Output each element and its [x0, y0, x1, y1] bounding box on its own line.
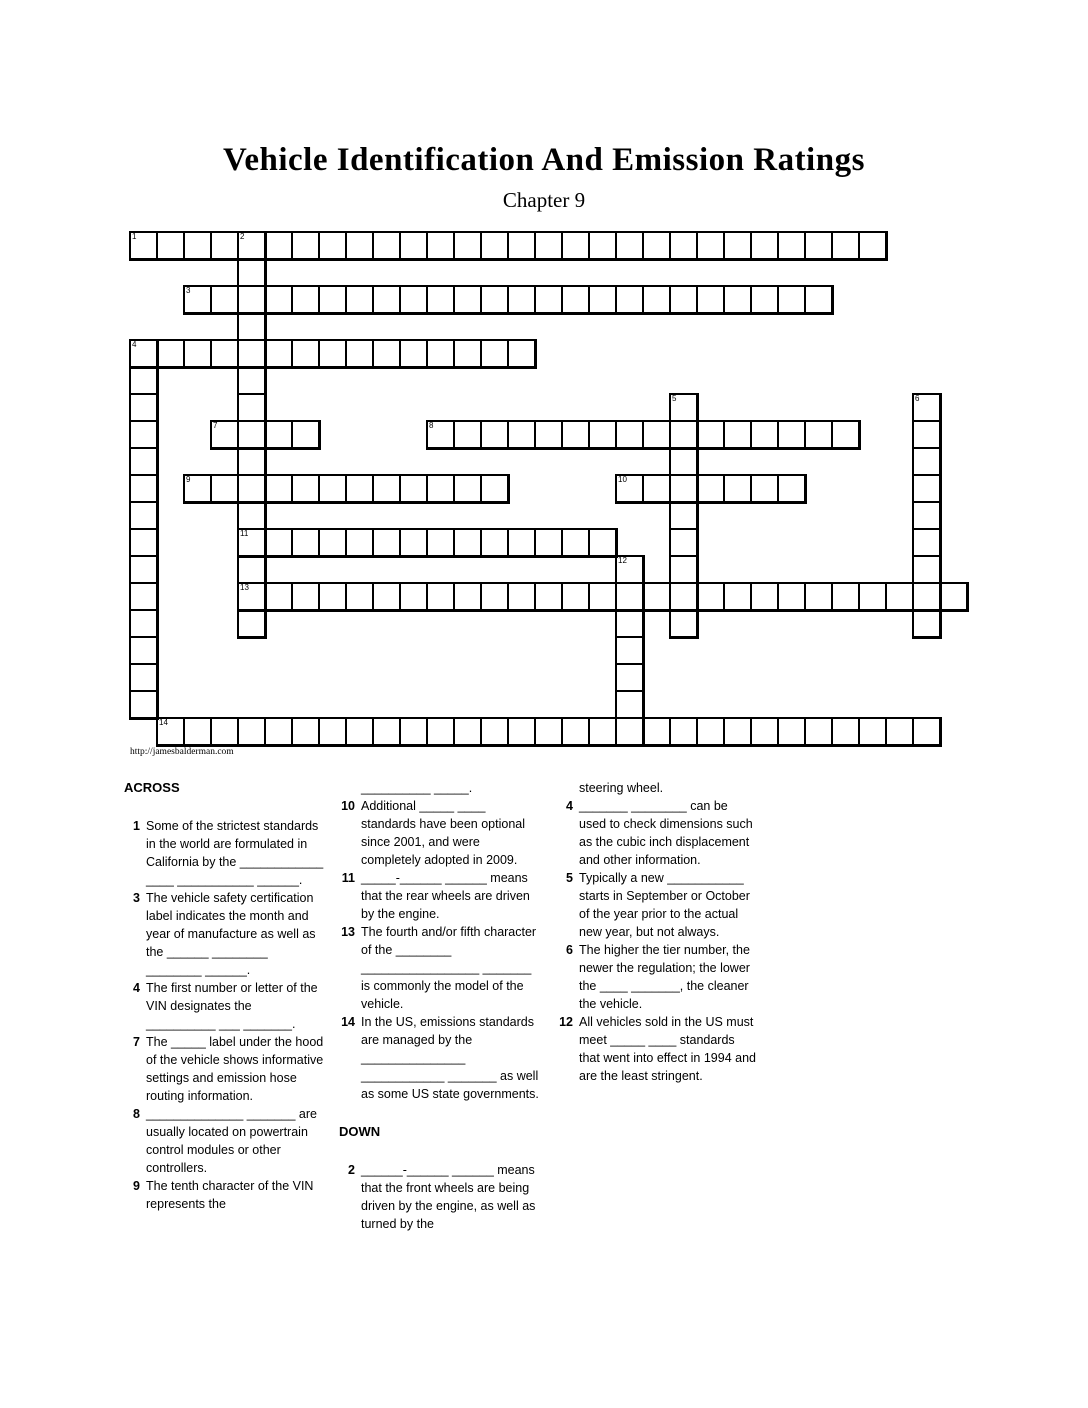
grid-cell-r13-c7[interactable] [319, 583, 346, 610]
clue-1 [124, 817, 324, 889]
grid-cell-r13-c0[interactable] [130, 583, 157, 610]
clue-text: ______________ _______ are usually located on powertrain control modules or other controllers. [146, 1107, 318, 1175]
grid-cell-r9-c22[interactable] [724, 475, 751, 502]
grid-cell-r13-c28[interactable] [886, 583, 913, 610]
grid-cell-r18-c3[interactable] [211, 718, 238, 745]
clue-text: Typically a new ___________ starts in September or October of the year prior to the actual new year, but not always. [579, 871, 750, 939]
grid-cell-r0-c11[interactable] [427, 232, 454, 259]
grid-cell-r4-c8[interactable] [346, 340, 373, 367]
clue-6 [557, 941, 757, 1013]
clue-number: 3 [133, 891, 140, 905]
clue-9 [124, 1177, 324, 1213]
grid-cell-r4-c11[interactable] [427, 340, 454, 367]
grid-number-14: 14 [159, 718, 168, 727]
grid-number-3: 3 [186, 286, 191, 295]
clue-number: 7 [133, 1035, 140, 1049]
grid-cell-r7-c4[interactable] [238, 421, 265, 448]
grid-number-7: 7 [213, 421, 218, 430]
clues-column-2 [339, 779, 539, 1233]
grid-cell-r18-c21[interactable] [697, 718, 724, 745]
grid-cell-r12-c20[interactable] [670, 556, 697, 583]
grid-cell-r2-c17[interactable] [589, 286, 616, 313]
clue-number: 5 [566, 871, 573, 885]
grid-cell-r11-c11[interactable] [427, 529, 454, 556]
grid-cell-r0-c6[interactable] [292, 232, 319, 259]
grid-cell-r14-c20[interactable] [670, 610, 697, 637]
clue-text: __________ _____. [361, 781, 473, 795]
grid-cell-r9-c20[interactable] [670, 475, 697, 502]
grid-cell-r0-c8[interactable] [346, 232, 373, 259]
grid-cell-r12-c29[interactable] [913, 556, 940, 583]
grid-number-9: 9 [186, 475, 191, 484]
grid-cell-r18-c8[interactable] [346, 718, 373, 745]
clue-number: 14 [341, 1015, 355, 1029]
clue-4 [124, 979, 324, 1033]
grid-cell-r18-c4[interactable] [238, 718, 265, 745]
clue-4 [557, 797, 757, 869]
grid-cell-r9-c24[interactable] [778, 475, 805, 502]
clues-header-across: ACROSS [124, 780, 180, 795]
grid-cell-r7-c18[interactable] [616, 421, 643, 448]
grid-cell-r9-c8[interactable] [346, 475, 373, 502]
grid-cell-r5-c0[interactable] [130, 367, 157, 394]
grid-cell-r13-c12[interactable] [454, 583, 481, 610]
grid-cell-r4-c13[interactable] [481, 340, 508, 367]
grid-cell-r9-c23[interactable] [751, 475, 778, 502]
grid-cell-r7-c12[interactable] [454, 421, 481, 448]
grid-cell-r11-c20[interactable] [670, 529, 697, 556]
clue-8 [124, 1105, 324, 1177]
grid-cell-r9-c19[interactable] [643, 475, 670, 502]
grid-cell-r11-c7[interactable] [319, 529, 346, 556]
grid-cell-r2-c9[interactable] [373, 286, 400, 313]
grid-cell-r18-c27[interactable] [859, 718, 886, 745]
grid-cell-r18-c26[interactable] [832, 718, 859, 745]
grid-cell-r4-c2[interactable] [184, 340, 211, 367]
grid-cell-r18-c10[interactable] [400, 718, 427, 745]
grid-cell-r0-c3[interactable] [211, 232, 238, 259]
grid-cell-r0-c27[interactable] [859, 232, 886, 259]
clue-14 [339, 1013, 539, 1103]
clue-continuation [339, 779, 539, 797]
grid-cell-r12-c0[interactable] [130, 556, 157, 583]
clues-column-3 [557, 779, 757, 1085]
grid-cell-r2-c14[interactable] [508, 286, 535, 313]
grid-cell-r11-c17[interactable] [589, 529, 616, 556]
grid-cell-r18-c17[interactable] [589, 718, 616, 745]
grid-cell-r11-c5[interactable] [265, 529, 292, 556]
grid-cell-r7-c19[interactable] [643, 421, 670, 448]
grid-cell-r13-c30[interactable] [940, 583, 967, 610]
grid-cell-r18-c9[interactable] [373, 718, 400, 745]
grid-cell-r7-c22[interactable] [724, 421, 751, 448]
grid-cell-r18-c24[interactable] [778, 718, 805, 745]
clue-text: steering wheel. [579, 781, 664, 795]
grid-cell-r9-c12[interactable] [454, 475, 481, 502]
grid-cell-r9-c5[interactable] [265, 475, 292, 502]
grid-cell-r17-c18[interactable] [616, 691, 643, 718]
grid-cell-r18-c18[interactable] [616, 718, 643, 745]
grid-cell-r7-c16[interactable] [562, 421, 589, 448]
grid-cell-r11-c29[interactable] [913, 529, 940, 556]
grid-cell-r9-c4[interactable] [238, 475, 265, 502]
grid-cell-r0-c18[interactable] [616, 232, 643, 259]
grid-cell-r10-c29[interactable] [913, 502, 940, 529]
grid-cell-r7-c20[interactable] [670, 421, 697, 448]
grid-cell-r9-c11[interactable] [427, 475, 454, 502]
grid-cell-r0-c15[interactable] [535, 232, 562, 259]
grid-cell-r2-c10[interactable] [400, 286, 427, 313]
clue-7 [124, 1033, 324, 1105]
clue-2 [339, 1161, 539, 1233]
grid-cell-r2-c8[interactable] [346, 286, 373, 313]
grid-cell-r7-c5[interactable] [265, 421, 292, 448]
grid-cell-r2-c11[interactable] [427, 286, 454, 313]
grid-cell-r11-c10[interactable] [400, 529, 427, 556]
grid-cell-r11-c8[interactable] [346, 529, 373, 556]
grid-number-6: 6 [915, 394, 920, 403]
grid-cell-r14-c18[interactable] [616, 610, 643, 637]
grid-cell-r3-c4[interactable] [238, 313, 265, 340]
grid-cell-r13-c26[interactable] [832, 583, 859, 610]
grid-cell-r4-c5[interactable] [265, 340, 292, 367]
grid-cell-r4-c3[interactable] [211, 340, 238, 367]
grid-cell-r8-c29[interactable] [913, 448, 940, 475]
grid-cell-r13-c15[interactable] [535, 583, 562, 610]
clue-number: 11 [341, 871, 355, 885]
grid-cell-r13-c9[interactable] [373, 583, 400, 610]
grid-cell-r7-c13[interactable] [481, 421, 508, 448]
grid-cell-r18-c22[interactable] [724, 718, 751, 745]
grid-cell-r18-c7[interactable] [319, 718, 346, 745]
grid-cell-r2-c22[interactable] [724, 286, 751, 313]
grid-cell-r12-c4[interactable] [238, 556, 265, 583]
grid-cell-r15-c18[interactable] [616, 637, 643, 664]
grid-cell-r16-c0[interactable] [130, 664, 157, 691]
grid-cell-r0-c7[interactable] [319, 232, 346, 259]
grid-cell-r6-c4[interactable] [238, 394, 265, 421]
clue-text: ______-______ ______ means that the front wheels are being driven by the engine, as well as turned by the [361, 1163, 536, 1231]
grid-cell-r7-c14[interactable] [508, 421, 535, 448]
grid-cell-r2-c15[interactable] [535, 286, 562, 313]
grid-cell-r13-c18[interactable] [616, 583, 643, 610]
grid-cell-r7-c26[interactable] [832, 421, 859, 448]
grid-cell-r14-c29[interactable] [913, 610, 940, 637]
grid-number-10: 10 [618, 475, 627, 484]
grid-cell-r2-c5[interactable] [265, 286, 292, 313]
grid-cell-r7-c0[interactable] [130, 421, 157, 448]
grid-cell-r7-c6[interactable] [292, 421, 319, 448]
grid-cell-r4-c9[interactable] [373, 340, 400, 367]
clue-text: Some of the strictest standards in the world are formulated in California by the ____________ ____ ___________ ______. [146, 819, 324, 887]
grid-cell-r11-c16[interactable] [562, 529, 589, 556]
clues-header-down: DOWN [339, 1124, 381, 1139]
grid-cell-r8-c20[interactable] [670, 448, 697, 475]
grid-cell-r13-c8[interactable] [346, 583, 373, 610]
clue-text: In the US, emissions standards are managed by the _______________ ____________ _______ as well as some US state governments. [361, 1015, 539, 1101]
grid-cell-r0-c19[interactable] [643, 232, 670, 259]
grid-cell-r0-c10[interactable] [400, 232, 427, 259]
grid-cell-r9-c0[interactable] [130, 475, 157, 502]
clue-11 [339, 869, 539, 923]
grid-cell-r11-c15[interactable] [535, 529, 562, 556]
grid-cell-r18-c20[interactable] [670, 718, 697, 745]
grid-cell-r18-c2[interactable] [184, 718, 211, 745]
grid-cell-r9-c6[interactable] [292, 475, 319, 502]
grid-cell-r2-c13[interactable] [481, 286, 508, 313]
grid-cell-r10-c4[interactable] [238, 502, 265, 529]
grid-cell-r18-c14[interactable] [508, 718, 535, 745]
clues-column-1 [124, 779, 324, 1213]
grid-number-4: 4 [132, 340, 137, 349]
grid-cell-r13-c16[interactable] [562, 583, 589, 610]
clue-number: 10 [341, 799, 355, 813]
clue-text: The higher the tier number, the newer the regulation; the lower the ____ _______, the cleaner the vehicle. [579, 943, 750, 1011]
grid-cell-r11-c14[interactable] [508, 529, 535, 556]
grid-cell-r18-c23[interactable] [751, 718, 778, 745]
grid-cell-r2-c21[interactable] [697, 286, 724, 313]
grid-cell-r18-c13[interactable] [481, 718, 508, 745]
grid-cell-r2-c18[interactable] [616, 286, 643, 313]
grid-cell-r0-c13[interactable] [481, 232, 508, 259]
clue-text: The _____ label under the hood of the vehicle shows informative settings and emission hose routing information. [146, 1035, 324, 1103]
grid-cell-r0-c25[interactable] [805, 232, 832, 259]
clue-5 [557, 869, 757, 941]
grid-cell-r10-c20[interactable] [670, 502, 697, 529]
grid-cell-r1-c4[interactable] [238, 259, 265, 286]
clue-number [557, 779, 579, 797]
grid-cell-r13-c27[interactable] [859, 583, 886, 610]
footer-url: http://jamesbalderman.com [130, 747, 234, 757]
grid-cell-r11-c12[interactable] [454, 529, 481, 556]
grid-cell-r13-c24[interactable] [778, 583, 805, 610]
grid-cell-r2-c7[interactable] [319, 286, 346, 313]
grid-cell-r0-c5[interactable] [265, 232, 292, 259]
page-title: Vehicle Identification And Emission Ratings [223, 142, 865, 178]
grid-cell-r13-c21[interactable] [697, 583, 724, 610]
clue-number: 12 [559, 1015, 573, 1029]
grid-cell-r13-c25[interactable] [805, 583, 832, 610]
grid-cell-r0-c21[interactable] [697, 232, 724, 259]
grid-cell-r2-c24[interactable] [778, 286, 805, 313]
grid-cell-r13-c5[interactable] [265, 583, 292, 610]
grid-cell-r18-c19[interactable] [643, 718, 670, 745]
grid-cell-r9-c10[interactable] [400, 475, 427, 502]
grid-cell-r15-c0[interactable] [130, 637, 157, 664]
grid-cell-r2-c12[interactable] [454, 286, 481, 313]
clue-continuation [557, 779, 757, 797]
grid-cell-r4-c10[interactable] [400, 340, 427, 367]
grid-cell-r13-c23[interactable] [751, 583, 778, 610]
grid-cell-r13-c19[interactable] [643, 583, 670, 610]
grid-cell-r16-c18[interactable] [616, 664, 643, 691]
grid-cell-r2-c16[interactable] [562, 286, 589, 313]
grid-cell-r11-c9[interactable] [373, 529, 400, 556]
clue-text: The vehicle safety certification label indicates the month and year of manufacture as well as the ______ ________ ________ ______. [146, 891, 316, 977]
grid-cell-r7-c17[interactable] [589, 421, 616, 448]
grid-cell-r2-c4[interactable] [238, 286, 265, 313]
grid-number-2: 2 [240, 232, 245, 241]
grid-cell-r2-c25[interactable] [805, 286, 832, 313]
grid-cell-r7-c24[interactable] [778, 421, 805, 448]
grid-cell-r0-c20[interactable] [670, 232, 697, 259]
clue-13 [339, 923, 539, 1013]
grid-cell-r2-c23[interactable] [751, 286, 778, 313]
grid-cell-r4-c6[interactable] [292, 340, 319, 367]
clue-number [339, 779, 361, 797]
clue-text: _____-______ ______ means that the rear wheels are driven by the engine. [361, 871, 530, 921]
grid-cell-r7-c21[interactable] [697, 421, 724, 448]
grid-cell-r8-c4[interactable] [238, 448, 265, 475]
grid-cell-r13-c11[interactable] [427, 583, 454, 610]
clue-number: 9 [133, 1179, 140, 1193]
grid-cell-r11-c0[interactable] [130, 529, 157, 556]
grid-cell-r18-c16[interactable] [562, 718, 589, 745]
crossword-grid [130, 232, 967, 745]
grid-cell-r7-c15[interactable] [535, 421, 562, 448]
clue-text: The first number or letter of the VIN designates the __________ ___ _______. [146, 981, 318, 1031]
grid-cell-r7-c25[interactable] [805, 421, 832, 448]
grid-cell-r13-c20[interactable] [670, 583, 697, 610]
grid-cell-r9-c7[interactable] [319, 475, 346, 502]
grid-cell-r2-c3[interactable] [211, 286, 238, 313]
grid-cell-r11-c6[interactable] [292, 529, 319, 556]
clue-text: All vehicles sold in the US must meet _____ ____ standards that went into effect in 1994 and are the least stringent. [579, 1015, 756, 1083]
clue-number: 13 [341, 925, 355, 939]
clue-number: 4 [133, 981, 140, 995]
grid-cell-r9-c21[interactable] [697, 475, 724, 502]
grid-cell-r13-c6[interactable] [292, 583, 319, 610]
clue-text: The tenth character of the VIN represents the [146, 1179, 314, 1211]
grid-cell-r0-c17[interactable] [589, 232, 616, 259]
grid-cell-r13-c17[interactable] [589, 583, 616, 610]
page-subtitle: Chapter 9 [502, 188, 586, 212]
grid-cell-r18-c6[interactable] [292, 718, 319, 745]
grid-cell-r2-c19[interactable] [643, 286, 670, 313]
grid-cell-r9-c13[interactable] [481, 475, 508, 502]
clue-text: Additional _____ ____ standards have been optional since 2001, and were completely adopted in 2009. [361, 799, 526, 867]
grid-cell-r2-c20[interactable] [670, 286, 697, 313]
grid-cell-r18-c25[interactable] [805, 718, 832, 745]
grid-cell-r13-c10[interactable] [400, 583, 427, 610]
clue-3 [124, 889, 324, 979]
grid-cell-r9-c3[interactable] [211, 475, 238, 502]
grid-cell-r9-c9[interactable] [373, 475, 400, 502]
clue-10 [339, 797, 539, 869]
grid-cell-r8-c0[interactable] [130, 448, 157, 475]
grid-cell-r4-c4[interactable] [238, 340, 265, 367]
grid-cell-r18-c12[interactable] [454, 718, 481, 745]
grid-cell-r0-c23[interactable] [751, 232, 778, 259]
clue-text: The fourth and/or fifth character of the ________ _________________ _______ is commonly the model of the vehicle. [361, 925, 537, 1011]
grid-cell-r17-c0[interactable] [130, 691, 157, 718]
grid-cell-r6-c0[interactable] [130, 394, 157, 421]
grid-cell-r14-c4[interactable] [238, 610, 265, 637]
grid-cell-r9-c29[interactable] [913, 475, 940, 502]
grid-cell-r13-c29[interactable] [913, 583, 940, 610]
grid-number-8: 8 [429, 421, 434, 430]
grid-cell-r0-c2[interactable] [184, 232, 211, 259]
grid-cell-r0-c16[interactable] [562, 232, 589, 259]
clue-12 [557, 1013, 757, 1085]
grid-number-13: 13 [240, 583, 249, 592]
grid-cell-r0-c22[interactable] [724, 232, 751, 259]
grid-cell-r0-c14[interactable] [508, 232, 535, 259]
grid-cell-r10-c0[interactable] [130, 502, 157, 529]
grid-cell-r11-c13[interactable] [481, 529, 508, 556]
grid-cell-r13-c22[interactable] [724, 583, 751, 610]
clue-number: 6 [566, 943, 573, 957]
grid-cell-r0-c1[interactable] [157, 232, 184, 259]
grid-cell-r14-c0[interactable] [130, 610, 157, 637]
grid-cell-r4-c7[interactable] [319, 340, 346, 367]
grid-cell-r4-c14[interactable] [508, 340, 535, 367]
grid-cell-r0-c9[interactable] [373, 232, 400, 259]
grid-cell-r18-c11[interactable] [427, 718, 454, 745]
grid-cell-r4-c1[interactable] [157, 340, 184, 367]
grid-number-5: 5 [672, 394, 677, 403]
grid-cell-r5-c4[interactable] [238, 367, 265, 394]
grid-cell-r0-c12[interactable] [454, 232, 481, 259]
grid-cell-r2-c6[interactable] [292, 286, 319, 313]
clue-number: 1 [133, 819, 140, 833]
grid-number-11: 11 [240, 529, 249, 538]
grid-cell-r13-c13[interactable] [481, 583, 508, 610]
grid-cell-r7-c29[interactable] [913, 421, 940, 448]
grid-cell-r4-c12[interactable] [454, 340, 481, 367]
grid-cell-r7-c23[interactable] [751, 421, 778, 448]
grid-number-1: 1 [132, 232, 137, 241]
grid-cell-r0-c26[interactable] [832, 232, 859, 259]
grid-cell-r18-c15[interactable] [535, 718, 562, 745]
grid-cell-r18-c28[interactable] [886, 718, 913, 745]
grid-cell-r18-c29[interactable] [913, 718, 940, 745]
grid-cell-r18-c5[interactable] [265, 718, 292, 745]
grid-cell-r13-c14[interactable] [508, 583, 535, 610]
clue-number: 4 [566, 799, 573, 813]
grid-number-12: 12 [618, 556, 627, 565]
clue-text: _______ ________ can be used to check dimensions such as the cubic inch displacement and other information. [579, 799, 753, 867]
clue-number: 2 [348, 1163, 355, 1177]
grid-cell-r0-c24[interactable] [778, 232, 805, 259]
clue-number: 8 [133, 1107, 140, 1121]
